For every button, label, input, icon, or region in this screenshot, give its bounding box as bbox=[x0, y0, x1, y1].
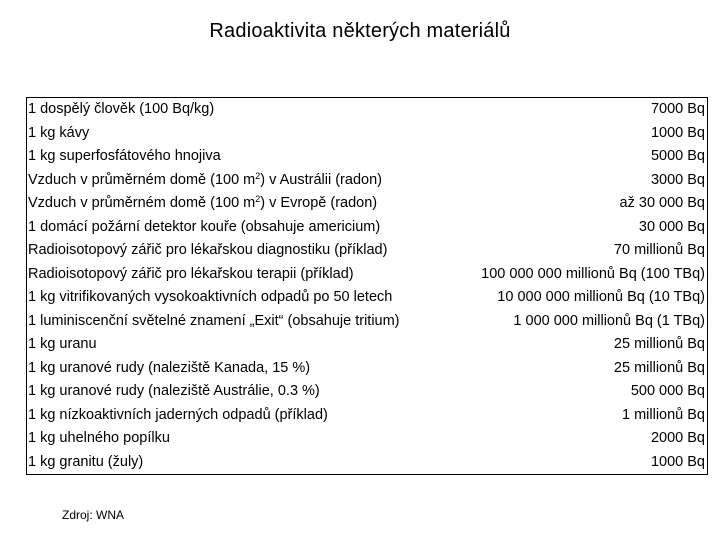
superscript-exponent: 2 bbox=[255, 194, 261, 204]
table-row bbox=[27, 380, 708, 404]
material-cell: Radioisotopový zářič pro lékařskou diagnostiku (příklad) bbox=[28, 242, 388, 258]
activity-cell: 1 000 000 millionů Bq (1 TBq) bbox=[513, 312, 705, 329]
table-row bbox=[27, 122, 708, 146]
material-cell: 1 kg granitu (žuly) bbox=[28, 453, 144, 470]
material-cell: 1 kg superfosfátového hnojiva bbox=[28, 148, 221, 164]
table-row bbox=[27, 333, 708, 357]
table-row bbox=[27, 98, 708, 122]
table-row bbox=[27, 427, 708, 451]
activity-cell: 1000 Bq bbox=[650, 453, 705, 470]
table-row bbox=[27, 263, 708, 287]
activity-cell: 5000 Bq bbox=[650, 148, 705, 164]
material-cell bbox=[27, 169, 451, 193]
source-note: Zdroj: WNA bbox=[62, 508, 125, 522]
material-cell: 1 domácí požární detektor kouře (obsahuje americium) bbox=[28, 218, 381, 235]
material-cell: 1 kg uranové rudy (naleziště Kanada, 15 %) bbox=[28, 359, 311, 376]
material-cell bbox=[27, 192, 451, 216]
table-row bbox=[27, 192, 708, 216]
material-text-end: ) v Evropě (radon) bbox=[260, 195, 378, 211]
table-row bbox=[27, 239, 708, 263]
table-row bbox=[27, 404, 708, 428]
material-cell: 1 kg uranu bbox=[28, 336, 97, 352]
activity-cell: 1000 Bq bbox=[650, 124, 705, 141]
activity-cell: 2000 Bq bbox=[650, 430, 705, 446]
material-text-start: Vzduch v průměrném domě (100 m bbox=[28, 195, 256, 211]
material-text-end: ) v Austrálii (radon) bbox=[260, 171, 382, 188]
material-cell: Radioisotopový zářič pro lékařskou terapii (příklad) bbox=[28, 265, 354, 282]
material-cell: 1 kg vitrifikovaných vysokoaktivních odpadů po 50 letech bbox=[28, 289, 393, 305]
table-row bbox=[27, 216, 708, 240]
activity-cell: 500 000 Bq bbox=[630, 383, 705, 399]
material-text-start: Vzduch v průměrném domě (100 m bbox=[28, 171, 256, 188]
material-cell: 1 dospělý člověk (100 Bq/kg) bbox=[28, 101, 215, 117]
superscript-exponent: 2 bbox=[255, 170, 261, 181]
activity-cell: 10 000 000 millionů Bq (10 TBq) bbox=[497, 289, 705, 305]
activity-cell: 30 000 Bq bbox=[638, 218, 705, 235]
material-cell: 1 luminiscenční světelné znamení „Exit“ (obsahuje tritium) bbox=[28, 312, 400, 329]
table-row bbox=[27, 451, 708, 475]
activity-cell: 7000 Bq bbox=[650, 101, 705, 117]
radioactivity-table bbox=[26, 97, 708, 475]
activity-cell: 100 000 000 millionů Bq (100 TBq) bbox=[481, 265, 705, 282]
table-row bbox=[27, 286, 708, 310]
table-row bbox=[27, 169, 708, 193]
material-cell: 1 kg nízkoaktivních jaderných odpadů (příklad) bbox=[28, 406, 328, 423]
table-row bbox=[27, 145, 708, 169]
material-cell: 1 kg uhelného popílku bbox=[28, 430, 170, 446]
material-cell: 1 kg uranové rudy (naleziště Austrálie, 0.3 %) bbox=[28, 383, 320, 399]
activity-cell: 70 millionů Bq bbox=[613, 242, 705, 258]
activity-cell: 25 millionů Bq bbox=[613, 336, 705, 352]
activity-cell: 3000 Bq bbox=[650, 171, 705, 188]
table-row bbox=[27, 310, 708, 334]
activity-cell: 1 millionů Bq bbox=[621, 406, 705, 423]
activity-cell: 25 millionů Bq bbox=[613, 359, 705, 376]
activity-cell: až 30 000 Bq bbox=[619, 195, 705, 211]
page-title: Radioaktivita některých materiálů bbox=[209, 20, 511, 42]
table-row bbox=[27, 357, 708, 381]
material-cell: 1 kg kávy bbox=[28, 124, 90, 141]
